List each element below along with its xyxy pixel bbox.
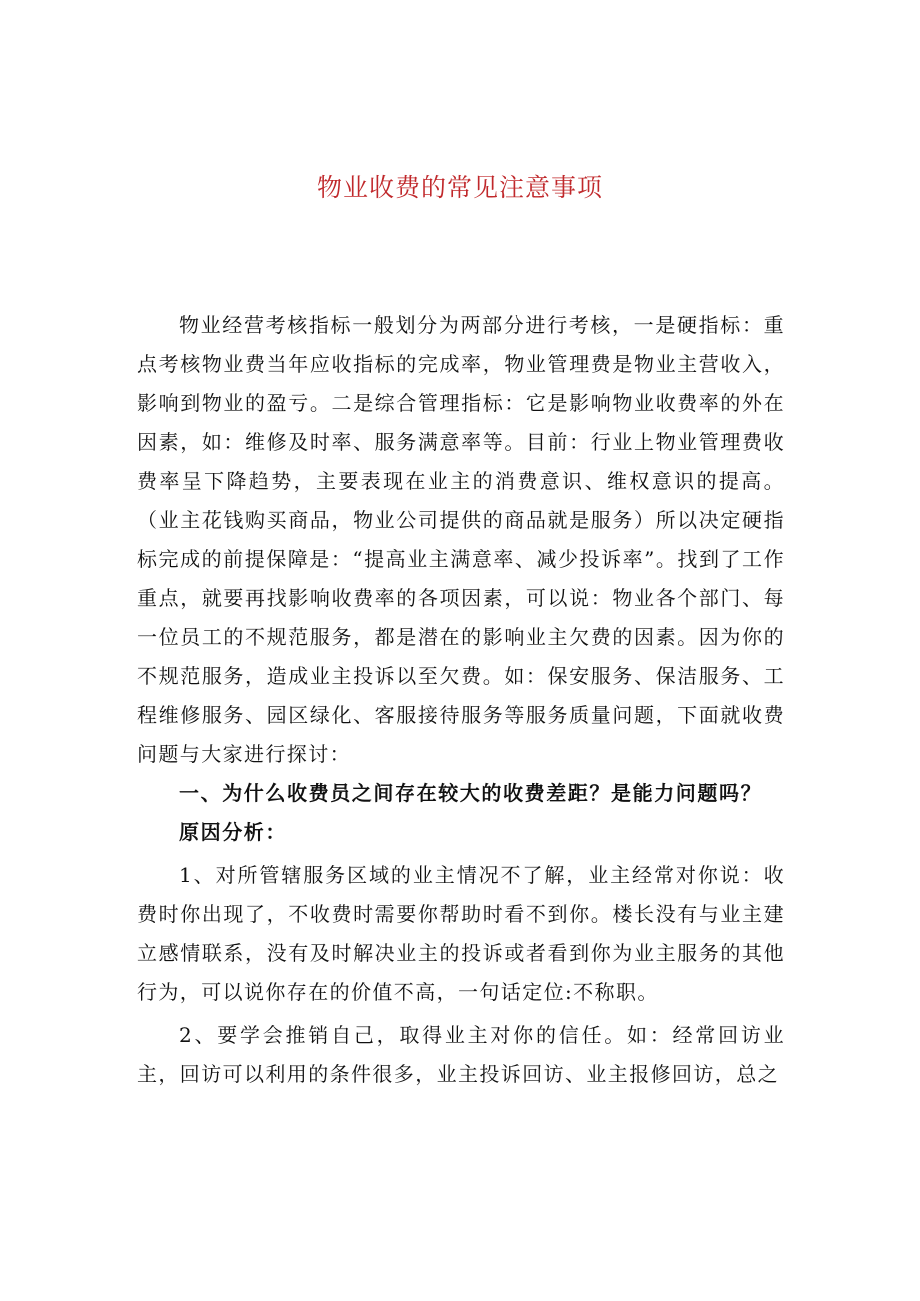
section-heading-1: 一、为什么收费员之间存在较大的收费差距？是能力问题吗？ (179, 781, 763, 805)
paragraph-item-2: 2、要学会推销自己，取得业主对你的信任。如：经常回访业主，回访可以利用的条件很多，业主投诉回访、业主报修回访，总之 (137, 1023, 785, 1086)
paragraph-intro: 物业经营考核指标一般划分为两部分进行考核，一是硬指标：重点考核物业费当年应收指标的完成率，物业管理费是物业主营收入，影响到物业的盈亏。二是综合管理指标：它是影响物业收费率的外在因素，如：维修及时率、服务满意率等。目前：行业上物业管理费收费率呈下降趋势，主要表现在业主的消费意识、维权意识的提高。（业主花钱购买商品，物业公司提供的商品就是服务）所以决定硬指标完成的前提保障是：“提高业主满意率、减少投诉率”。找到了工作重点，就要再找影响收费率的各项因素，可以说：物业各个部门、每一位员工的不规范服务，都是潜在的影响业主欠费的因素。因为你的不规范服务，造成业主投诉以至欠费。如：保安服务、保洁服务、工程维修服务、园区绿化、客服接待服务等服务质量问题，下面就收费问题与大家进行探讨： (137, 313, 785, 766)
document-title: 物业收费的常见注意事项 (316, 173, 603, 202)
paragraph-item-1: 1、对所管辖服务区域的业主情况不了解，业主经常对你说：收费时你出现了，不收费时需要你帮助时看不到你。楼长没有与业主建立感情联系，没有及时解决业主的投诉或者看到你为业主服务的其他行为，可以说你存在的价值不高，一句话定位:不称职。 (137, 863, 785, 1004)
section-heading-2: 原因分析： (179, 820, 287, 844)
document-body (137, 306, 785, 1094)
